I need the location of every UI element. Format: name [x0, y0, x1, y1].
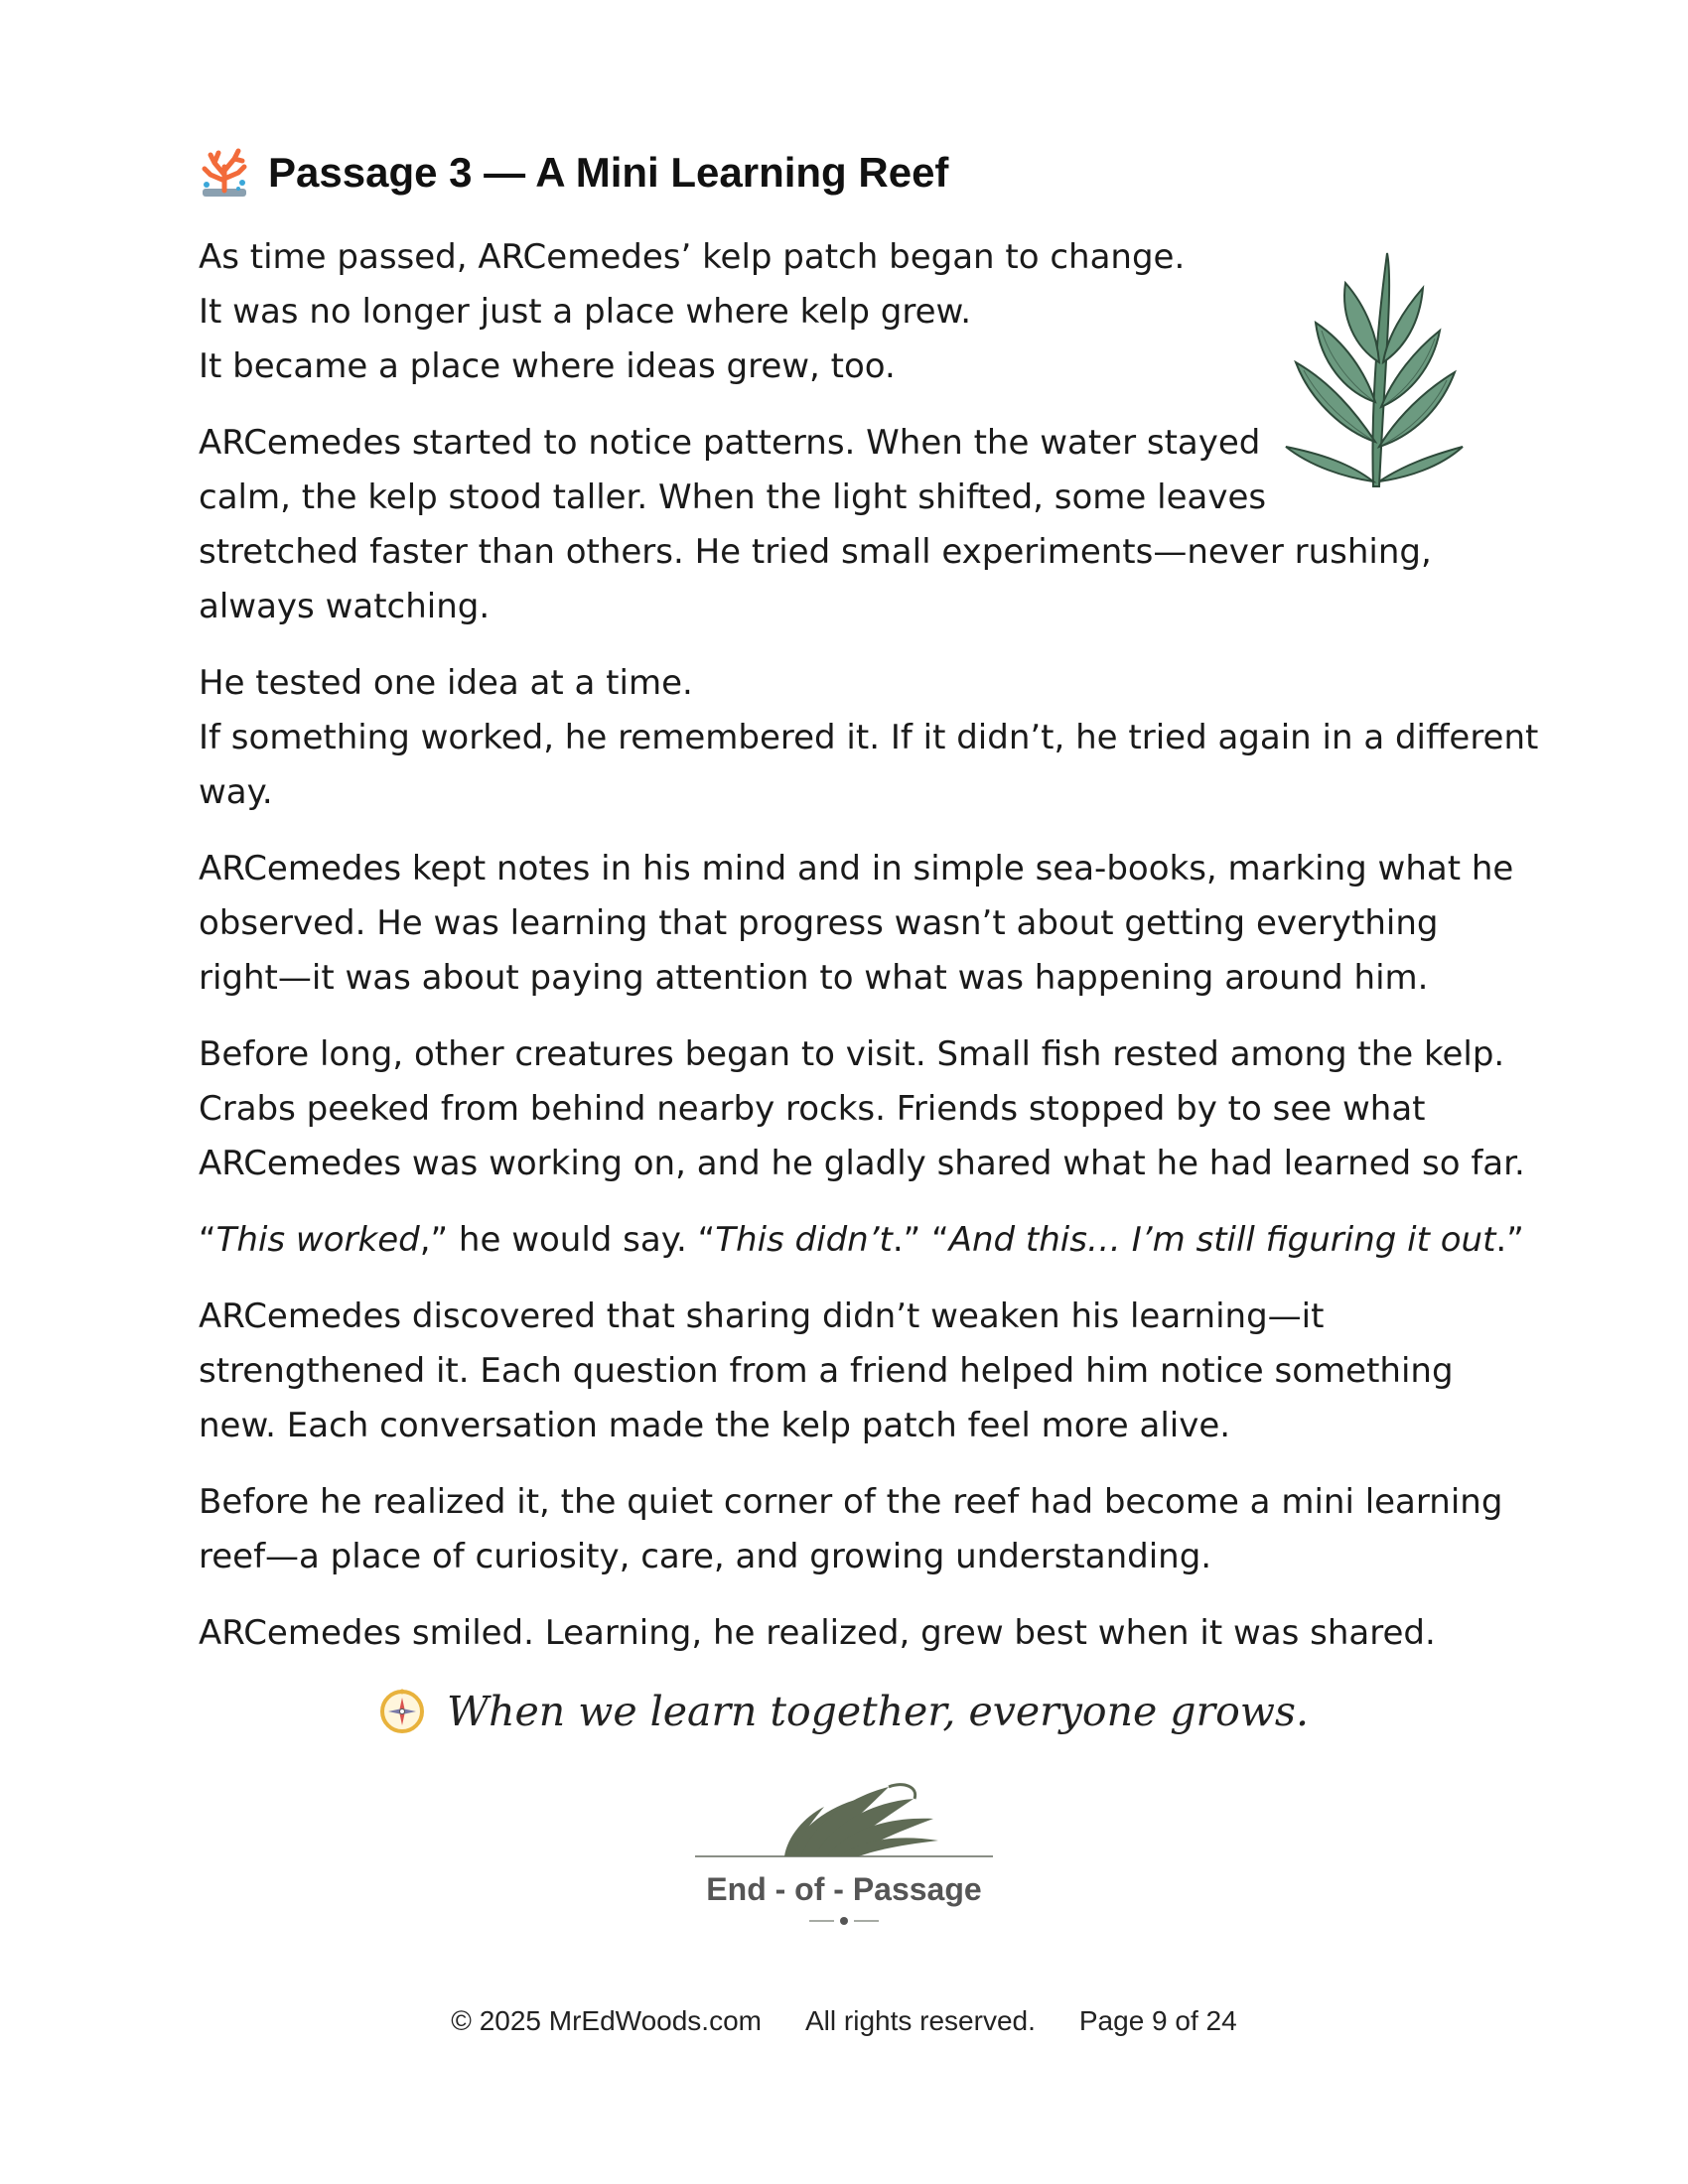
text-line: strengthened it. Each question from a friend helped him notice something [199, 1351, 1454, 1391]
text-line: way. [199, 772, 273, 812]
text-line: ARCemedes kept notes in his mind and in simple sea-books, marking what he [199, 849, 1514, 888]
paragraph-1 [199, 230, 1489, 394]
text-line: If something worked, he remembered it. If it didn’t, he tried again in a different [199, 718, 1539, 757]
quote-line [199, 1213, 1524, 1268]
paragraph-3 [199, 656, 1539, 820]
quote-close: .” [1495, 1220, 1524, 1260]
text-line: always watching. [199, 587, 491, 626]
quote-italic-2: This didn’t [715, 1220, 893, 1260]
text-line: calm, the kelp stood taller. When the light shifted, some leaves [199, 478, 1267, 517]
paragraph-7 [199, 1290, 1489, 1453]
quote-italic-1: This worked [215, 1220, 420, 1260]
text-line: It was no longer just a place where kelp grew. [199, 292, 972, 332]
motto-text: When we learn together, everyone grows. [446, 1688, 1309, 1735]
paragraph-quote [199, 1213, 1524, 1268]
quote-open: “ [199, 1220, 216, 1260]
quote-italic-3: And this… I’m still figuring it out [948, 1220, 1496, 1260]
text-line: ARCemedes was working on, and he gladly shared what he had learned so far. [199, 1144, 1525, 1183]
text-line: ARCemedes discovered that sharing didn’t weaken his learning—it [199, 1297, 1325, 1336]
motto [0, 1688, 1688, 1735]
text-line: He tested one idea at a time. [199, 663, 693, 703]
quote-mid-1: ,” he would say. “ [419, 1220, 716, 1260]
text-line: new. Each conversation made the kelp patch feel more alive. [199, 1406, 1231, 1445]
text-line: ARCemedes started to notice patterns. When the water stayed [199, 423, 1261, 463]
paragraph-5 [199, 1027, 1525, 1191]
footer-page-number: Page 9 of 24 [1078, 2005, 1237, 2036]
end-of-passage-label: End - of - Passage [706, 1871, 982, 1907]
paragraph-8 [199, 1475, 1503, 1584]
page-footer [0, 2005, 1688, 2037]
quote-mid-2: .” “ [892, 1220, 949, 1260]
text-line: reef—a place of curiosity, care, and growing understanding. [199, 1537, 1212, 1576]
text-line: observed. He was learning that progress wasn’t about getting everything [199, 903, 1439, 943]
passage-body [199, 230, 1539, 1683]
text-line: Before he realized it, the quiet corner of the reef had become a mini learning [199, 1482, 1503, 1522]
compass-icon [379, 1689, 425, 1734]
text-line: right—it was about paying attention to what was happening around him. [199, 958, 1429, 998]
heading-text: Passage 3 — A Mini Learning Reef [268, 149, 949, 196]
text-line: It became a place where ideas grew, too. [199, 346, 896, 386]
text-line: Crabs peeked from behind nearby rocks. Friends stopped by to see what [199, 1089, 1426, 1129]
text-line: As time passed, ARCemedes’ kelp patch began to change. [199, 237, 1186, 277]
text-line: ARCemedes smiled. Learning, he realized, grew best when it was shared. [199, 1613, 1436, 1653]
text-line: stretched faster than others. He tried small experiments—never rushing, [199, 532, 1432, 572]
paragraph-2 [199, 416, 1489, 634]
footer-rights: All rights reserved. [805, 2005, 1036, 2036]
coral-icon [199, 147, 250, 199]
footer-copyright: © 2025 MrEdWoods.com [451, 2005, 762, 2036]
paragraph-4 [199, 842, 1514, 1006]
text-line: Before long, other creatures began to visit. Small fish rested among the kelp. [199, 1034, 1505, 1074]
paragraph-9 [199, 1606, 1489, 1661]
kelp-divider-icon [690, 1777, 998, 1936]
passage-heading [199, 147, 948, 199]
